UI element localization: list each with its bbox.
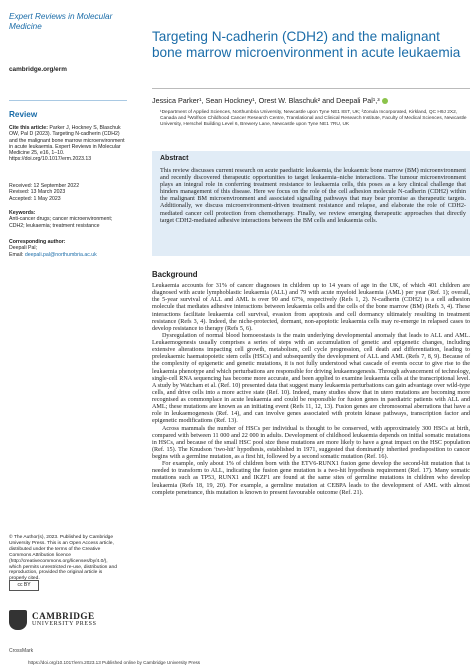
footer-doi[interactable]: https://doi.org/10.1017/erm.2023.13 Published online by Cambridge University Press [28,660,201,665]
crossmark-icon[interactable]: CrossMark [9,648,34,654]
authors-text: Jessica Parker¹, Sean Hockney¹, Orest W. Blaschuk² and Deepali Pal¹,³ [152,96,380,105]
sidebar-divider [9,100,127,101]
abstract-heading: Abstract [160,155,189,162]
author-list [152,96,470,105]
corr-email-link[interactable]: deepali.pal@northumbria.ac.uk [24,251,97,258]
paragraph-4: For example, only about 1% of children born with the ETV6-RUNX1 fusion gene develop the second-hit mutation that is needed to transform to ALL, indicating the fusion gene mutation is a two-hit hypothesis requirement (Ref. 17). Many somatic mutations such as TP53, RUNX1 and IKZF1 are found at the same sites of germline mutations in children who develop leukaemia (Refs 18, 19, 20). For example, a germline mutation at CEBPA leads to the development of AML with almost complete penetrance, this mutation is known to present favourable outcome (Ref. 21). [152,461,470,496]
publisher-subname: UNIVERSITY PRESS [32,621,97,627]
cite-label: Cite this article: [9,125,48,131]
paragraph-1: Leukaemia accounts for 31% of cancer diagnoses in children up to 14 years of age in the UK, of which 401 children are diagnosed with acute lymphoblastic leukaemia (ALL) and 79 with acute myeloid leukaemia (AML) per year (Ref. 1); overall, the 5-year survival of ALL and AML is over 90 and 67%, respectively (Refs 1, 2). N-cadherin (CDH2) is a cell adhesion molecule that mediates adhesive interactions between leukaemia cells and the cells of the bone marrow (BM) (Refs 3, 4). These interactions facilitate leukaemia cell survival, evasion from apoptosis and cell dormancy ultimately resulting in treatment resistance (Refs 3, 4). Indeed, the niche-protected, dormant, non-apoptotic leukaemia cells may re-emerge in relapsed cases to develop resistance to therapy (Refs 5, 6). [152,283,470,332]
received-date: Received: 12 September 2022 [9,183,80,189]
article-title: Targeting N-cadherin (CDH2) and the malignant bone marrow microenvironment in acute leukaemia [152,29,461,60]
paragraph-3: Across mammals the number of HSCs per individual is thought to be conserved, with approximately 300 HSCs at birth, compared with between 11 000 and 22 000 in adults. Development of childhood leukaemia depends on initial somatic mutations in HSCs, and because of the small HSC pool size these mutations are more likely to have a great impact on the HSC population (Ref. 15). The Knudson ‘two-hit’ hypothesis, established in 1971, suggested that dominantly inherited predisposition to cancer begins with a germline mutation, as a first hit, followed by a second somatic mutation (Ref. 16). [152,425,470,460]
cc-by-badge[interactable]: cc BY [9,580,39,591]
license-text: © The Author(s), 2023. Published by Cambridge University Press. This is an Open Access article, distributed under the terms of the Creative Commons Attribution licence (http://creativecommons.org/licenses/by/4.0/), which permits unrestricted re-use, distribution and reproduction, provided the original article is properly cited. [9,535,117,582]
revised-date: Revised: 13 March 2023 [9,189,66,196]
corr-label: Corresponding author: [9,239,66,245]
keywords-label: Keywords: [9,210,36,216]
cite-text[interactable]: Parker J, Hockney S, Blaschuk OW, Pal D (2023). Targeting N-cadherin (CDH2) and the malignant bone marrow microenvironment in acute leukaemia. Expert Reviews in Molecular Medicine 25, e16, 1–10. https://doi.org/10.1017/erm.2023.13 [9,125,125,163]
publisher-name: CAMBRIDGE [32,611,95,621]
corr-email-label: Email: [9,251,24,258]
title-divider [152,88,470,89]
orcid-icon[interactable] [382,98,388,104]
accepted-date: Accepted: 1 May 2023 [9,195,61,202]
affiliations: ¹Department of Applied Sciences, Northumbria University, Newcastle upon Tyne NE1 8ST, UK; ²Zonula Incorporated, Kirkland, QC H9J 2X2, Canada and ³Wolfson Childhood Cancer Research Centre, Translational and Clinical Research Institute, Faculty of Medical Sciences, Newcastle University, Herschel Building Level 6, Brewery Lane, Newcastle upon Tyne NE1 7RU, UK [160,110,467,128]
abstract-text: This review discusses current research on acute paediatric leukaemia, the leukaemic bone marrow (BM) microenvironment and recently discovered therapeutic opportunities to target leukaemia–niche interactions. The tumour microenvironment plays an integral role in conferring treatment resistance to leukaemia cells, this poses as a key clinical challenge that hinders management of this disease. Here we focus on the role of the cell adhesion molecule N-cadherin (CDH2) within the malignant BM microenvironment and associated signalling pathways that may bear promise as therapeutic targets. Additionally, we discuss microenvironment-driven treatment resistance and relapse, and elaborate the role of CDH2-mediated cancer cell protection from chemotherapy. Finally, we review emerging therapeutic approaches that directly target CDH2-mediated adhesive interactions between the BM cells and leukaemia cells. [160,167,466,224]
background-heading: Background [152,270,198,279]
dates-block [9,183,125,202]
journal-name[interactable]: Expert Reviews in Molecular Medicine [9,12,113,31]
citation-block [9,125,125,163]
keywords-block [9,210,125,229]
body-text [152,283,470,497]
keywords-list: Anti-cancer drugs; cancer microenvironment; CDH2; leukaemia; treatment resistance [9,216,113,229]
corresponding-author-block [9,239,125,258]
cambridge-crest-icon [9,610,27,630]
journal-site-link[interactable]: cambridge.org/erm [9,66,67,73]
corr-name: Deepali Pal; [9,245,37,252]
paragraph-2: Dysregulation of normal blood homoeostasis is the main underlying developmental anomaly that leads to ALL and AML. Leukaemogenesis usually comprises a series of steps with an accumulation of genetic and epigenetic changes, including extensive alterations impacting cell growth, metabolism, cell cycle progression, cell death and differentiation, leading to preleukaemic haematopoietic stem cells (HSCs) and subsequently the development of ALL and AML (Refs 7, 8, 9). Because of the complexity of epigenetic and genetic mutations, it is not fully understood what cascade of events occur to give rise to the leukaemia phenotype and which perturbations are responsible for driving leukaemogenesis. Through advancement of technology, single-cell RNA sequencing has become more accurate, and been applied to examine leukaemia cells at the transcriptional level. A study by Watcham et al. (Ref. 10) presented data that suggest many leukaemia perturbations can gain advantage over wild-type cells, and drive cells into a more active state (Ref. 10). Indeed, many studies show that in utero mutations are becoming more recognised as commonplace in acute leukaemia and could be responsible for fusion genes in paediatric patients with ALL and AML; these mutations are known as an initiating event (Refs 11, 12, 13). Fusion genes are chromosomal aberrations that have a role in leukaemogenesis (Ref. 14), and can involve genes associated with protein kinase pathways, transcription factor and epigenetic modifications (Ref. 13). [152,332,470,425]
article-type: Review [9,110,38,119]
